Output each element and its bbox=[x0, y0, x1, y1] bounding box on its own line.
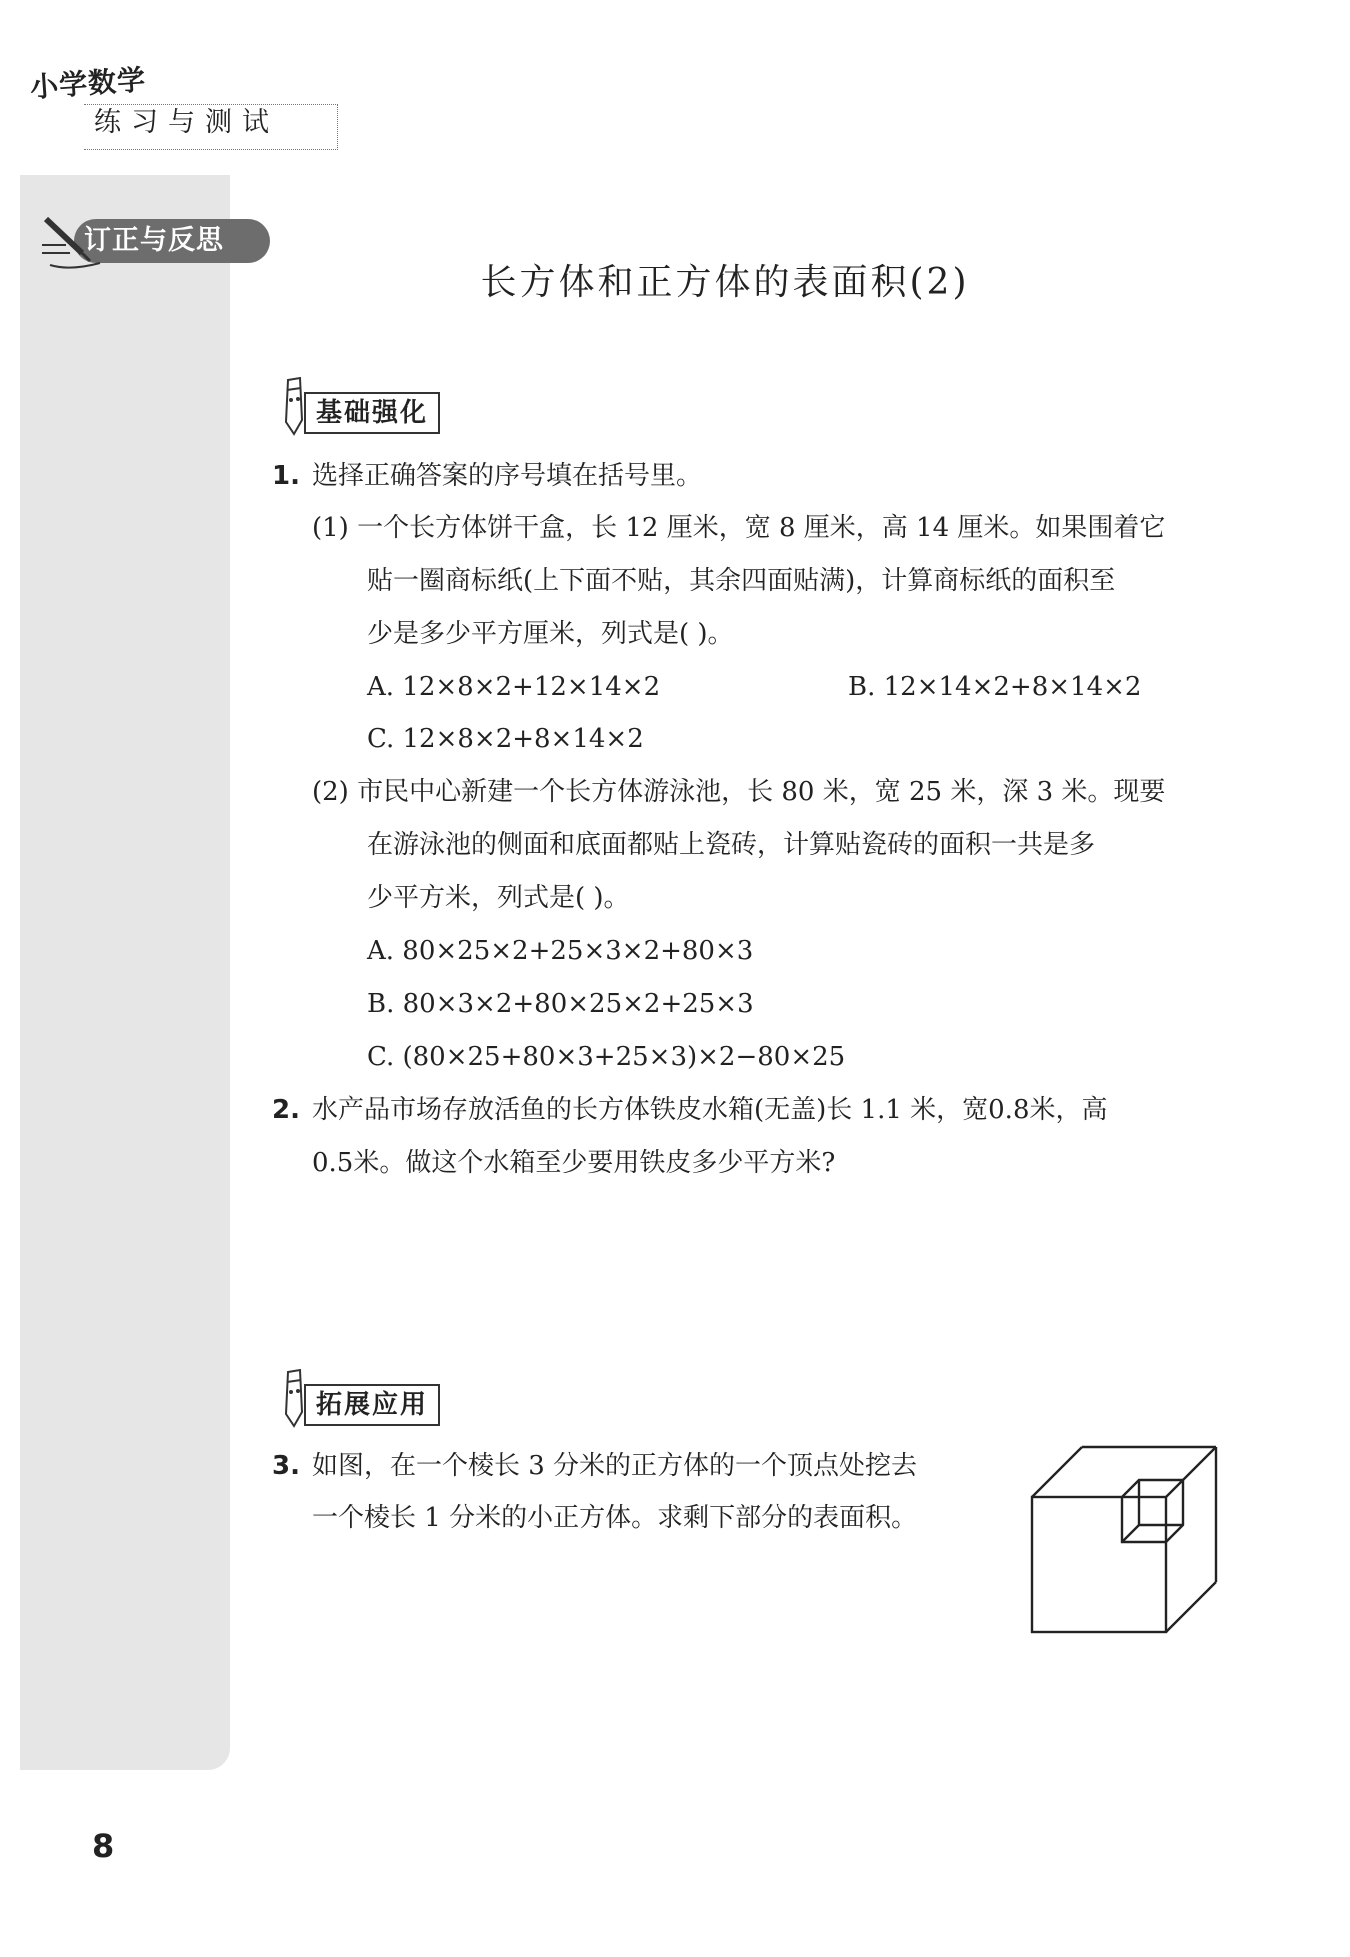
q1-sub2-option-a: A. 80×25×2+25×3×2+80×3 bbox=[367, 936, 754, 966]
page-title: 长方体和正方体的表面积(2) bbox=[480, 262, 970, 303]
q1-sub2-line1: (2) 市民中心新建一个长方体游泳池，长 80 米，宽 25 米，深 3 米。现要 bbox=[312, 777, 1166, 807]
q2-number: 2. bbox=[272, 1095, 300, 1125]
q2-line1 bbox=[272, 1090, 1107, 1130]
q1-sub1-line2: 贴一圈商标纸(上下面不贴，其余四面贴满)，计算商标纸的面积至 bbox=[367, 566, 1116, 596]
cube-front-face bbox=[1032, 1497, 1166, 1632]
q3-line1-text: 如图，在一个棱长 3 分米的正方体的一个顶点处挖去 bbox=[311, 1451, 918, 1481]
brand-title: 小学数学 bbox=[29, 62, 148, 105]
q1-sub2-option-c: C. (80×25+80×3+25×3)×2−80×25 bbox=[367, 1042, 846, 1072]
q1-stem-text: 选择正确答案的序号填在括号里。 bbox=[311, 461, 702, 491]
section-basic-label: 基础强化 bbox=[304, 392, 440, 434]
section-extended-label: 拓展应用 bbox=[304, 1384, 440, 1426]
q1-sub1-option-a: A. 12×8×2+12×14×2 bbox=[367, 672, 661, 702]
page-number: 8 bbox=[92, 1827, 115, 1865]
q3-number: 3. bbox=[272, 1451, 300, 1481]
correction-label: 订正与反思 bbox=[84, 225, 224, 256]
q1-number: 1. bbox=[272, 461, 300, 491]
q2-line2: 0.5米。做这个水箱至少要用铁皮多少平方米? bbox=[312, 1148, 836, 1178]
q1-sub1-option-c: C. 12×8×2+8×14×2 bbox=[367, 724, 644, 754]
q1-sub2-line3: 少平方米，列式是( )。 bbox=[367, 883, 630, 913]
cube-figure bbox=[1030, 1445, 1220, 1635]
q2-line1-text: 水产品市场存放活鱼的长方体铁皮水箱(无盖)长 1.1 米，宽0.8米，高 bbox=[311, 1095, 1108, 1125]
q1-sub2-option-b: B. 80×3×2+80×25×2+25×3 bbox=[367, 989, 754, 1019]
q3-line1 bbox=[272, 1446, 917, 1486]
q1-sub2-line2: 在游泳池的侧面和底面都贴上瓷砖，计算贴瓷砖的面积一共是多 bbox=[367, 830, 1096, 860]
q1-sub1-line3: 少是多少平方厘米，列式是( )。 bbox=[367, 619, 734, 649]
brand-subtitle: 练习与测试 bbox=[84, 104, 338, 150]
q1-sub1-option-b: B. 12×14×2+8×14×2 bbox=[848, 672, 1142, 702]
q1-sub1-line1: (1) 一个长方体饼干盒，长 12 厘米，宽 8 厘米，高 14 厘米。如果围着它 bbox=[312, 513, 1166, 543]
correction-sidebar bbox=[20, 175, 230, 1770]
q3-line2: 一个棱长 1 分米的小正方体。求剩下部分的表面积。 bbox=[312, 1503, 918, 1533]
q1-stem bbox=[272, 456, 702, 496]
